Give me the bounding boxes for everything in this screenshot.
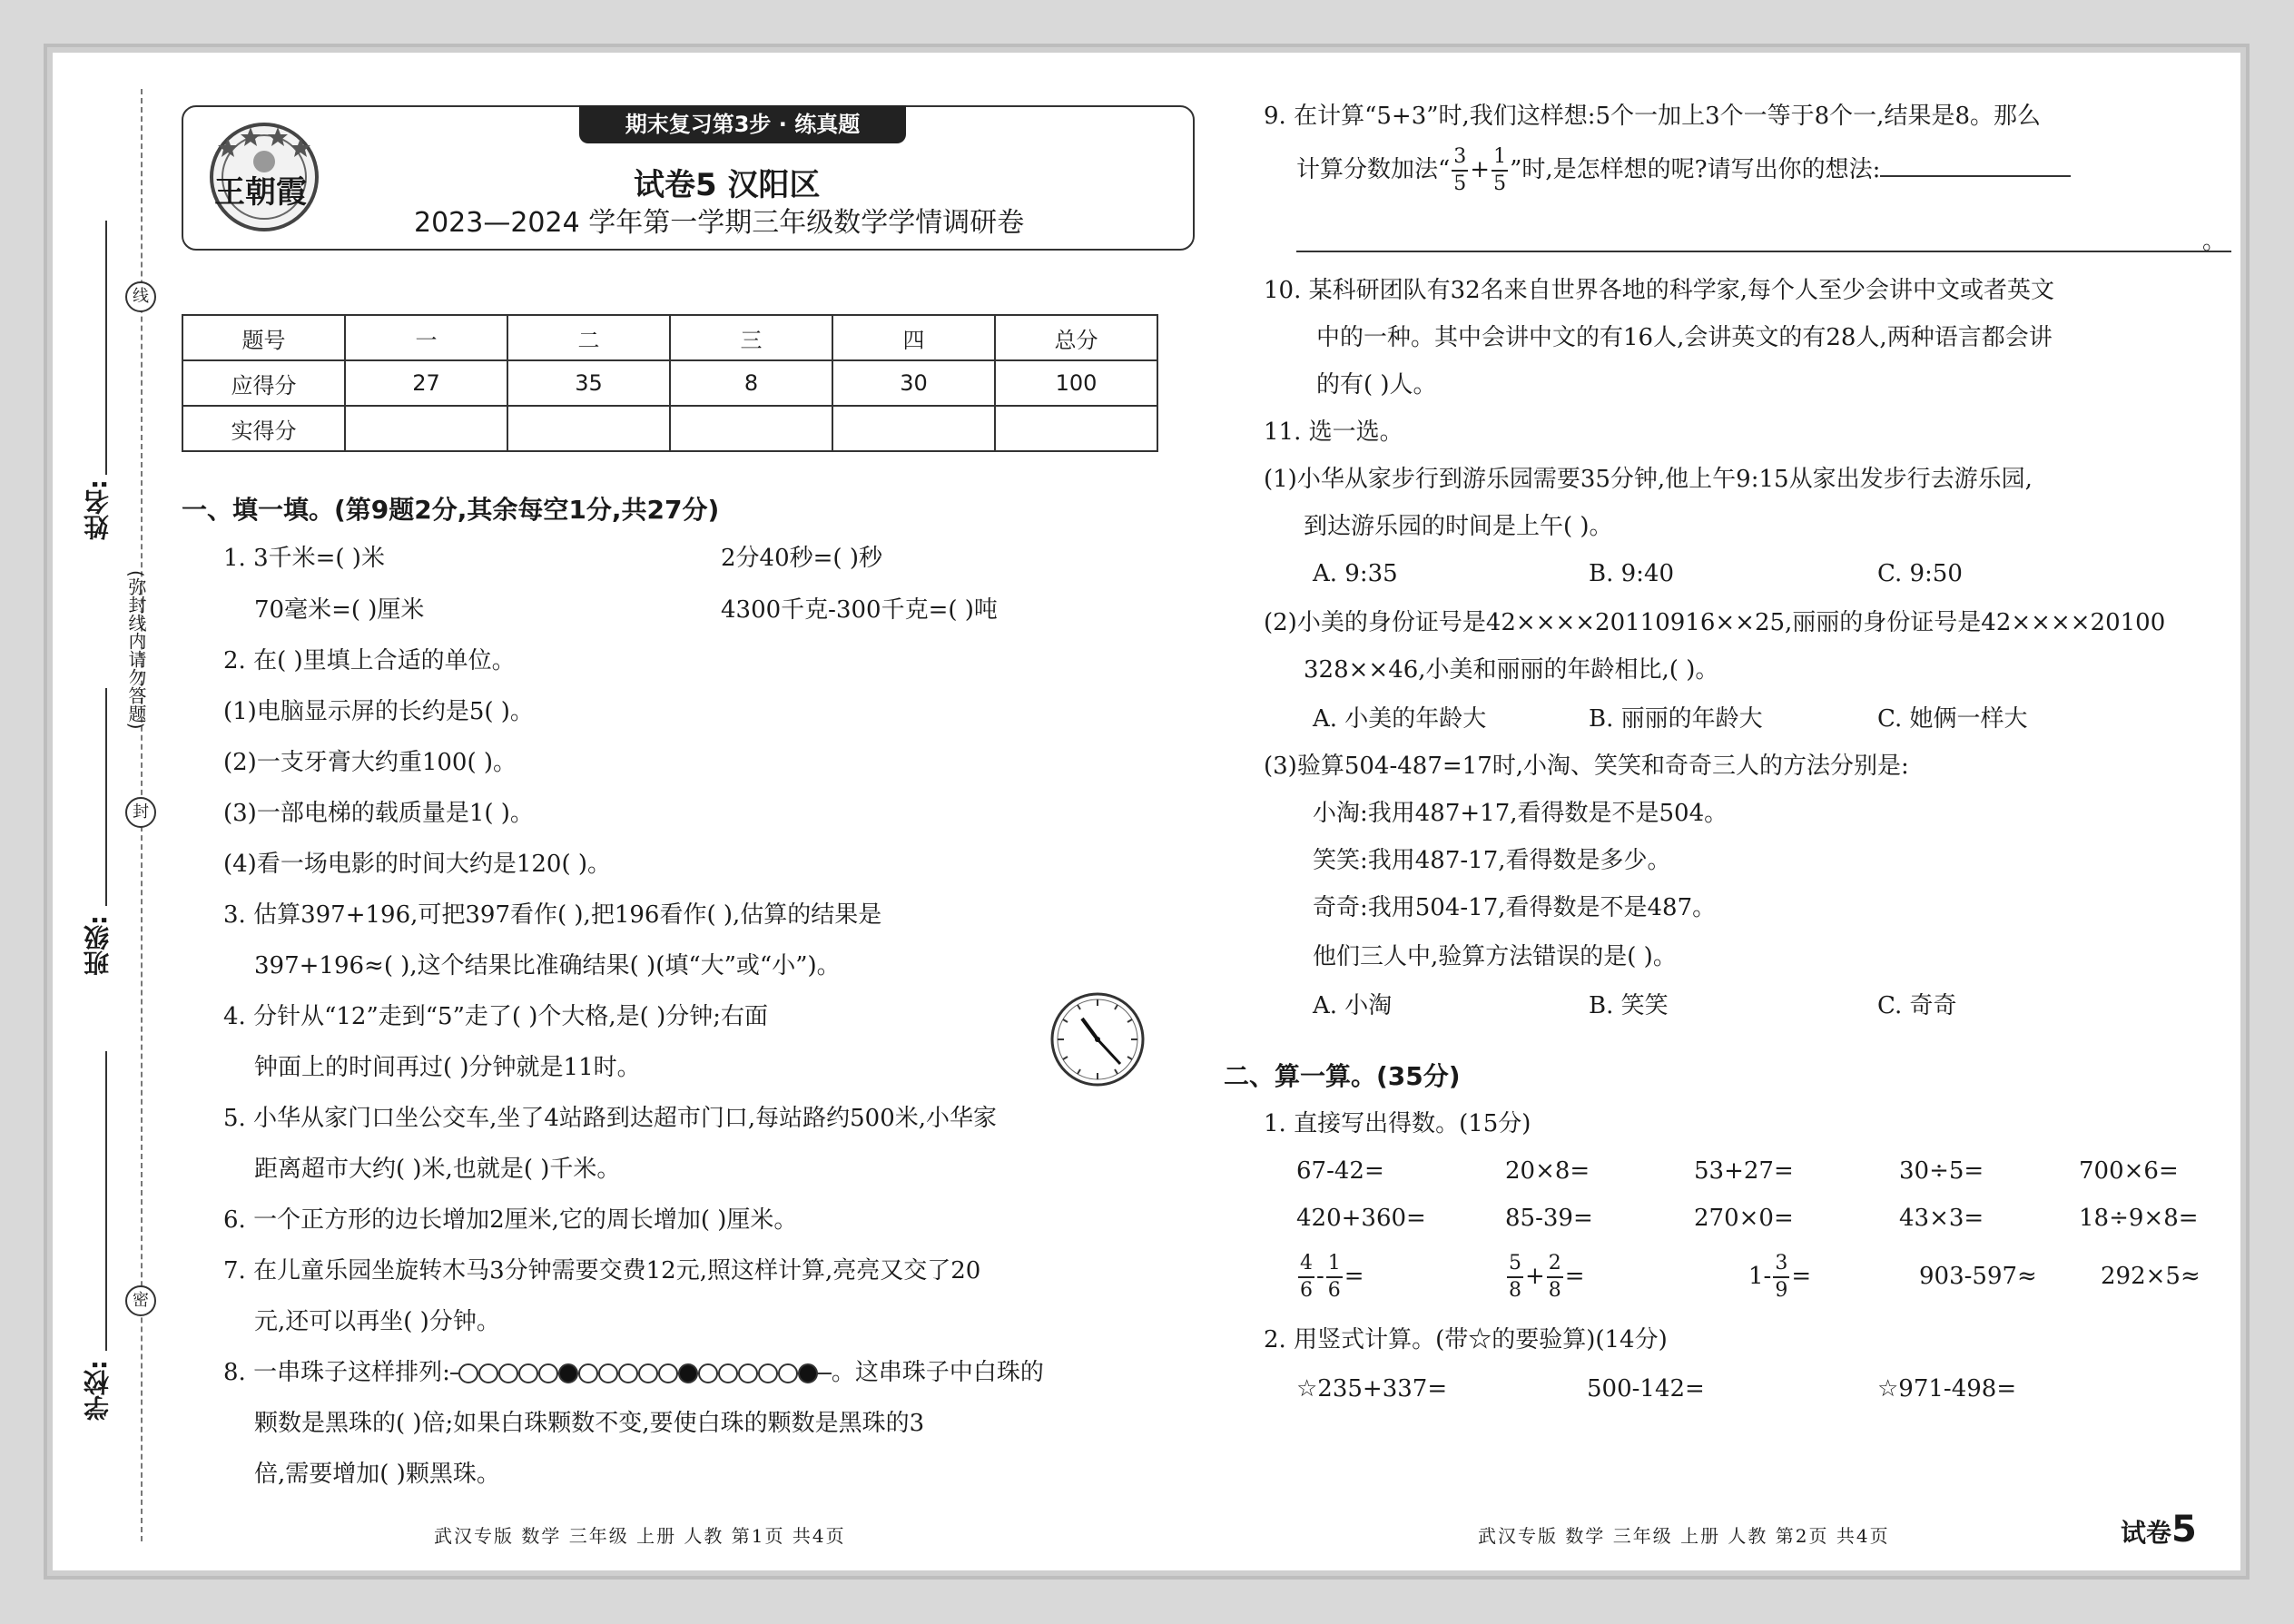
q4a: 4. 分针从“12”走到“5”走了( )个大格,是( )分钟;右面 xyxy=(223,1003,768,1030)
q2-4: (4)看一场电影的时间大约是120( )。 xyxy=(223,851,612,878)
q11-1b: 到达游乐园的时间是上午( )。 xyxy=(1304,513,1613,540)
seal-char-xian: 线 xyxy=(125,281,156,312)
q8a xyxy=(223,1354,1044,1391)
calc-r3-2 xyxy=(1748,1247,1811,1305)
section-2-title: 二、算一算。(35分) xyxy=(1224,1061,1461,1091)
score-input-cell[interactable] xyxy=(345,406,507,451)
q9b-post: ”时,是怎样想的呢?请写出你的想法: xyxy=(1510,156,1881,183)
name-field[interactable] xyxy=(105,221,107,475)
score-cell: 应得分 xyxy=(182,360,345,406)
operator: + xyxy=(1525,1263,1545,1290)
answer-line[interactable] xyxy=(1880,175,2071,177)
seal-char-mi: 密 xyxy=(125,1285,156,1316)
q1a: 1. 3千米=( )米 xyxy=(223,545,385,572)
q11-2-opt-c[interactable]: C. 她俩一样大 xyxy=(1877,705,2028,733)
score-cell: 100 xyxy=(995,360,1157,406)
exam-sheet xyxy=(53,53,2240,1570)
calc-r3-3: 903-597≈ xyxy=(1919,1263,2037,1290)
score-cell: 实得分 xyxy=(182,406,345,451)
vertical-calc-2: 500-142= xyxy=(1587,1375,1705,1403)
score-header: 二 xyxy=(507,315,670,360)
score-header: 四 xyxy=(832,315,995,360)
q11-1a: (1)小华从家步行到游乐园需要35分钟,他上午9:15从家出发步行去游乐园, xyxy=(1264,466,2033,493)
bead-string-icon xyxy=(450,1360,832,1387)
equals: = xyxy=(1791,1263,1812,1290)
footer-right: 武汉专版 数学 三年级 上册 人教 第2页 共4页 xyxy=(1478,1525,1890,1547)
q9b-pre: 计算分数加法“ xyxy=(1296,156,1451,183)
q9-end: 。 xyxy=(2202,228,2227,255)
q2-2: (2)一支牙膏大约重100( )。 xyxy=(223,749,517,776)
q11-3d: 奇奇:我用504-17,看得数是不是487。 xyxy=(1313,894,1717,921)
score-input-cell[interactable] xyxy=(995,406,1157,451)
name-label: 姓名: xyxy=(83,479,113,541)
q5b: 距离超市大约( )米,也就是( )千米。 xyxy=(254,1156,621,1183)
q11-1-opt-a[interactable]: A. 9:35 xyxy=(1313,560,1398,587)
q3b: 397+196≈( ),这个结果比准确结果( )(填“大”或“小”)。 xyxy=(254,952,841,979)
q4b: 钟面上的时间再过( )分钟就是11时。 xyxy=(254,1054,641,1081)
calc-r2-1: 85-39= xyxy=(1505,1205,1593,1232)
calc-r3-1 xyxy=(1505,1247,1585,1305)
logo-text: 王朝霞 xyxy=(214,174,307,211)
paper-number: 5 xyxy=(2171,1509,2197,1550)
class-field[interactable] xyxy=(105,688,107,906)
score-header: 一 xyxy=(345,315,507,360)
calc-r1-2: 53+27= xyxy=(1694,1157,1794,1185)
fraction xyxy=(1452,144,1468,197)
numerator: 1 xyxy=(1492,144,1508,172)
answer-line-2[interactable] xyxy=(1296,251,2231,252)
paper-tag-label: 试卷 xyxy=(2121,1518,2172,1548)
q1b: 2分40秒=( )秒 xyxy=(721,545,882,572)
q1d: 4300千克-300千克=( )吨 xyxy=(721,596,998,624)
q11-2-opt-a[interactable]: A. 小美的年龄大 xyxy=(1313,705,1487,733)
equals: = xyxy=(1564,1263,1585,1290)
q10a: 10. 某科研团队有32名来自世界各地的科学家,每个人至少会讲中文或者英文 xyxy=(1264,277,2054,304)
calc-r2-2: 270×0= xyxy=(1694,1205,1794,1232)
numerator: 2 xyxy=(1547,1251,1563,1278)
score-input-cell[interactable] xyxy=(670,406,832,451)
denominator: 9 xyxy=(1775,1279,1788,1302)
score-cell: 8 xyxy=(670,360,832,406)
q2: 2. 在( )里填上合适的单位。 xyxy=(223,647,516,674)
fraction xyxy=(1326,1251,1343,1304)
q11-2-opt-b[interactable]: B. 丽丽的年龄大 xyxy=(1589,705,1763,733)
numerator: 1 xyxy=(1326,1251,1343,1278)
score-cell: 30 xyxy=(832,360,995,406)
score-table xyxy=(182,314,1158,452)
score-full-row xyxy=(182,360,1157,406)
banner: 期末复习第3步 · 练真题 xyxy=(579,105,906,143)
q2-3: (3)一部电梯的载质量是1( )。 xyxy=(223,800,534,827)
q10c: 的有( )人。 xyxy=(1316,371,1437,399)
q6: 6. 一个正方形的边长增加2厘米,它的周长增加( )厘米。 xyxy=(223,1206,798,1234)
q11-3e: 他们三人中,验算方法错误的是( )。 xyxy=(1313,943,1677,970)
q11-2b: 328××46,小美和丽丽的年龄相比,( )。 xyxy=(1304,656,1719,684)
paper-subtitle: 2023—2024 学年第一学期三年级数学学情调研卷 xyxy=(414,207,1025,239)
class-label: 班级: xyxy=(83,915,113,977)
denominator: 6 xyxy=(1300,1279,1313,1302)
clock-figure xyxy=(1049,991,1146,1088)
q8a-pre: 8. 一串珠子这样排列: xyxy=(223,1359,450,1386)
q11-3-opt-c[interactable]: C. 奇奇 xyxy=(1877,992,1957,1019)
score-header-row xyxy=(182,315,1157,360)
q11-3-opt-b[interactable]: B. 笑笑 xyxy=(1589,992,1669,1019)
q2-1: (1)电脑显示屏的长约是5( )。 xyxy=(223,698,534,725)
q11-3-opt-a[interactable]: A. 小淘 xyxy=(1313,992,1393,1019)
numerator: 4 xyxy=(1298,1251,1314,1278)
school-label: 学校: xyxy=(83,1360,113,1422)
section-1-title: 一、填一填。(第9题2分,其余每空1分,共27分) xyxy=(182,495,720,525)
denominator: 5 xyxy=(1493,172,1507,195)
q7b: 元,还可以再坐( )分钟。 xyxy=(254,1308,500,1335)
numerator: 5 xyxy=(1507,1251,1523,1278)
plus-sign: + xyxy=(1470,156,1491,183)
score-actual-row xyxy=(182,406,1157,451)
score-cell: 27 xyxy=(345,360,507,406)
seal-char-feng: 封 xyxy=(125,797,156,828)
q11-3a: (3)验算504-487=17时,小淘、笑笑和奇奇三人的方法分别是: xyxy=(1264,753,1909,780)
denominator: 8 xyxy=(1548,1279,1561,1302)
q11-2a: (2)小美的身份证号是42××××20110916××25,丽丽的身份证号是42××××20100 xyxy=(1264,609,2166,636)
paper-tag xyxy=(2121,1509,2197,1550)
vertical-calc-3: ☆971-498= xyxy=(1877,1375,2017,1403)
q9b xyxy=(1296,138,2071,202)
denominator: 8 xyxy=(1509,1279,1521,1302)
fraction xyxy=(1298,1251,1314,1304)
calc-r1-3: 30÷5= xyxy=(1899,1157,1984,1185)
footer-left: 武汉专版 数学 三年级 上册 人教 第1页 共4页 xyxy=(434,1525,846,1547)
q8b: 颗数是黑珠的( )倍;如果白珠颗数不变,要使白珠的颗数是黑珠的3 xyxy=(254,1410,925,1437)
q5a: 5. 小华从家门口坐公交车,坐了4站路到达超市门口,每站路约500米,小华家 xyxy=(223,1105,998,1132)
denominator: 5 xyxy=(1453,172,1467,195)
score-input-cell[interactable] xyxy=(832,406,995,451)
q7a: 7. 在儿童乐园坐旋转木马3分钟需要交费12元,照这样计算,亮亮又交了20 xyxy=(223,1257,981,1284)
numerator: 3 xyxy=(1452,144,1468,172)
school-field[interactable] xyxy=(105,1051,107,1351)
calc-r1-4: 700×6= xyxy=(2079,1157,2179,1185)
calc-r3-0 xyxy=(1296,1247,1364,1305)
q11-3c: 笑笑:我用487-17,看得数是多少。 xyxy=(1313,847,1671,874)
q11: 11. 选一选。 xyxy=(1264,418,1403,446)
calc-2-title: 2. 用竖式计算。(带☆的要验算)(14分) xyxy=(1264,1326,1668,1353)
q1c: 70毫米=( )厘米 xyxy=(254,596,425,624)
q11-1-opt-b[interactable]: B. 9:40 xyxy=(1589,560,1675,587)
numerator: 3 xyxy=(1773,1251,1789,1278)
fraction xyxy=(1547,1251,1563,1304)
fraction xyxy=(1507,1251,1523,1304)
calc-1-title: 1. 直接写出得数。(15分) xyxy=(1264,1110,1531,1137)
score-input-cell[interactable] xyxy=(507,406,670,451)
calc-r3-4: 292×5≈ xyxy=(2101,1263,2200,1290)
calc-r2-4: 18÷9×8= xyxy=(2079,1205,2199,1232)
q8c: 倍,需要增加( )颗黑珠。 xyxy=(254,1461,500,1488)
calc-r1-0: 67-42= xyxy=(1296,1157,1384,1185)
calc-prefix: 1- xyxy=(1748,1263,1772,1290)
q11-3b: 小淘:我用487+17,看得数是不是504。 xyxy=(1313,800,1728,827)
paper-title: 试卷5 汉阳区 xyxy=(634,167,821,203)
q8a-post: 。这串珠子中白珠的 xyxy=(831,1359,1044,1386)
equals: = xyxy=(1344,1263,1364,1290)
vertical-calc-1: ☆235+337= xyxy=(1296,1375,1448,1403)
score-header: 三 xyxy=(670,315,832,360)
score-cell: 35 xyxy=(507,360,670,406)
denominator: 6 xyxy=(1327,1279,1341,1302)
calc-r2-3: 43×3= xyxy=(1899,1205,1984,1232)
binding-notice: (弥封线内请勿答题) xyxy=(125,570,147,730)
clock-icon xyxy=(1049,991,1146,1088)
score-header: 总分 xyxy=(995,315,1157,360)
q11-1-opt-c[interactable]: C. 9:50 xyxy=(1877,560,1963,587)
score-header: 题号 xyxy=(182,315,345,360)
calc-r1-1: 20×8= xyxy=(1505,1157,1590,1185)
q9a: 9. 在计算“5+3”时,我们这样想:5个一加上3个一等于8个一,结果是8。那么 xyxy=(1264,103,2041,130)
q3a: 3. 估算397+196,可把397看作( ),把196看作( ),估算的结果是 xyxy=(223,901,882,929)
calc-r2-0: 420+360= xyxy=(1296,1205,1426,1232)
fraction xyxy=(1492,144,1508,197)
fraction xyxy=(1773,1251,1789,1304)
operator: - xyxy=(1316,1263,1324,1290)
q10b: 中的一种。其中会讲中文的有16人,会讲英文的有28人,两种语言都会讲 xyxy=(1316,324,2053,351)
